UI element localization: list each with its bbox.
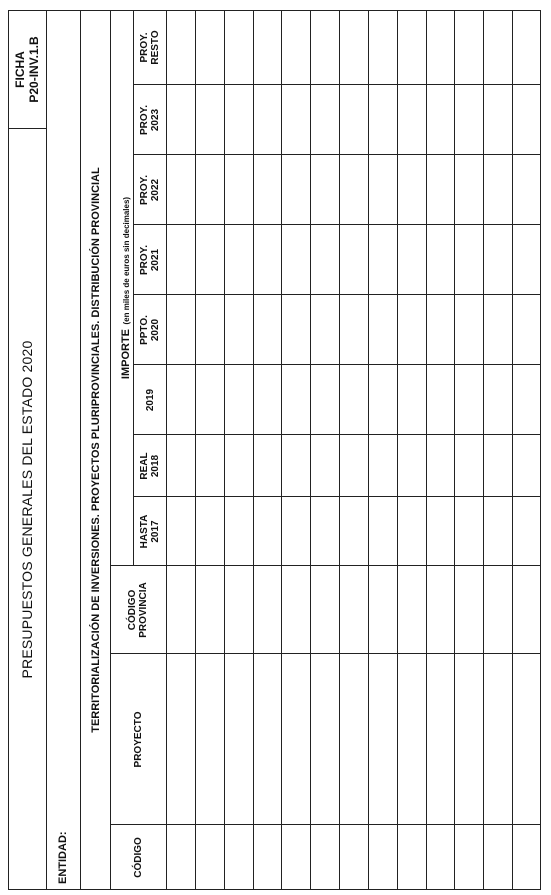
importe-label: IMPORTE [120, 328, 132, 380]
ficha-label: FICHA [13, 51, 27, 88]
section-band-divider [110, 10, 111, 890]
column-divider [110, 824, 541, 825]
table-row-divider [310, 10, 311, 890]
column-header-proy-2023 [139, 85, 161, 155]
column-header-real-2018 [139, 435, 161, 497]
column-header-line2: 2020 [149, 318, 161, 342]
table-row-divider [339, 10, 340, 890]
column-header-proyecto [133, 654, 144, 825]
section-title: TERRITORIALIZACIÓN DE INVERSIONES. PROYECTOS PLURIPROVINCIALES. DISTRIBUCIÓN PROVINCIAL [90, 167, 102, 733]
column-header-line1: PROY. [138, 175, 150, 206]
importe-header [117, 10, 133, 566]
column-header-proy-2021 [139, 225, 161, 295]
column-header-ppto-2020 [139, 295, 161, 365]
table-row-divider [224, 10, 225, 890]
column-header-codigo-provincia [127, 566, 149, 654]
table-row-divider [195, 10, 196, 890]
column-divider [110, 653, 541, 654]
table-row-divider [281, 10, 282, 890]
column-header-line1: 2019 [144, 388, 156, 412]
column-header-line1: PROY. [138, 105, 150, 136]
column-header-line1: PROY. [138, 245, 150, 276]
column-header-line1: REAL [138, 452, 150, 480]
table-row-divider [253, 10, 254, 890]
column-header-proy-resto [139, 10, 161, 85]
importe-divider [133, 10, 134, 566]
column-header-line2: 2021 [149, 248, 161, 272]
entidad-label: ENTIDAD: [57, 831, 69, 884]
column-header-hasta-2017 [139, 497, 161, 566]
column-header-line2: PROVINCIA [138, 582, 149, 638]
column-header-line2: 2022 [149, 178, 161, 202]
entidad-band-divider [80, 10, 81, 890]
column-header-2019 [145, 365, 156, 435]
column-header-line2: 2017 [149, 520, 161, 543]
column-header-line1: CÓDIGO [127, 589, 138, 631]
column-header-line2: 2018 [149, 454, 161, 478]
column-header-codigo [133, 825, 144, 890]
column-header-proy-2022 [139, 155, 161, 225]
ficha-code: P20-INV.1.B [27, 36, 41, 103]
column-header-line1: PROY. [138, 32, 150, 63]
column-header-line2: RESTO [149, 30, 161, 65]
table-row-divider [368, 10, 369, 890]
column-header-line2: 2023 [149, 108, 161, 132]
outer-frame [8, 10, 541, 890]
title-band-divider [46, 10, 47, 890]
column-header-line1: PPTO. [138, 315, 150, 345]
table-row-divider [397, 10, 398, 890]
table-row-divider [454, 10, 455, 890]
header-bottom-line [166, 10, 167, 890]
table-row-divider [426, 10, 427, 890]
column-divider [110, 565, 541, 566]
table-row-divider [512, 10, 513, 890]
importe-note: (en miles de euros sin decimales) [122, 196, 131, 325]
column-header-line1: PROYECTO [133, 711, 144, 768]
table-row-divider [483, 10, 484, 890]
column-header-line1: CÓDIGO [133, 837, 144, 878]
document-title: PRESUPUESTOS GENERALES DEL ESTADO 2020 [19, 340, 35, 679]
column-header-line1: HASTA [138, 514, 150, 549]
